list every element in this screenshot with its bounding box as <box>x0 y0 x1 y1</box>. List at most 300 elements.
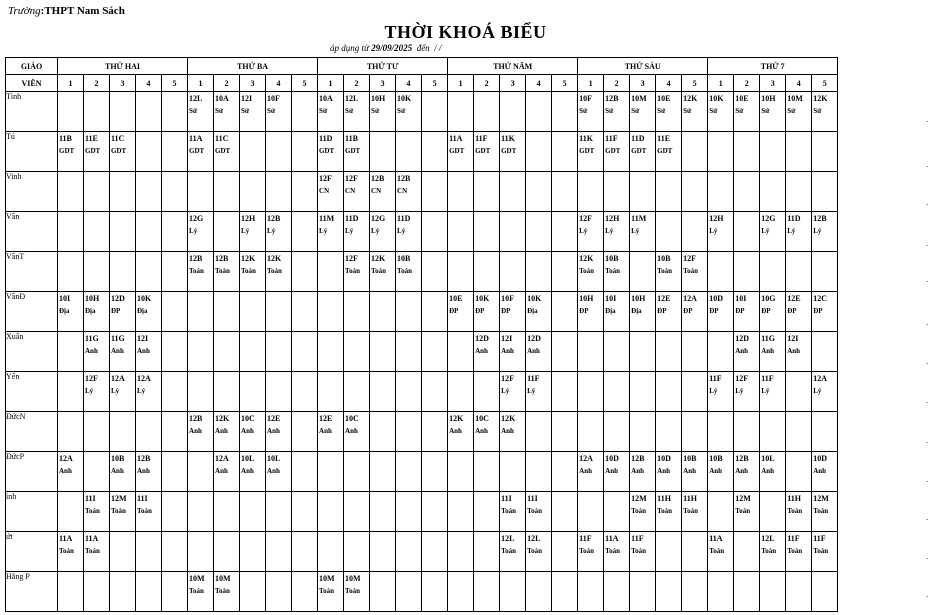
schedule-cell <box>136 332 162 372</box>
schedule-cell <box>656 572 682 612</box>
schedule-cell <box>604 412 630 452</box>
schedule-cell <box>344 92 370 132</box>
subject: Anh <box>215 427 228 435</box>
period-header: 2 <box>604 75 630 92</box>
period-header: 2 <box>344 75 370 92</box>
class-code: 12E <box>319 414 333 423</box>
schedule-cell <box>136 252 162 292</box>
subject: GDT <box>449 147 465 155</box>
schedule-cell <box>578 492 604 532</box>
subject: Anh <box>267 467 280 475</box>
schedule-cell <box>552 412 578 452</box>
margin-dot: . <box>926 357 928 366</box>
schedule-cell <box>812 292 838 332</box>
class-code: 10M <box>787 94 803 103</box>
schedule-cell <box>396 532 422 572</box>
schedule-cell <box>630 292 656 332</box>
schedule-cell <box>110 212 136 252</box>
schedule-cell <box>708 292 734 332</box>
schedule-cell <box>786 452 812 492</box>
class-code: 11K <box>501 134 515 143</box>
schedule-cell <box>578 572 604 612</box>
subject: Toán <box>85 507 100 515</box>
schedule-cell <box>656 292 682 332</box>
subject: Anh <box>761 467 775 475</box>
teacher-name: VânĐ <box>6 292 58 332</box>
schedule-cell <box>448 452 474 492</box>
schedule-cell <box>188 132 214 172</box>
period-header: 5 <box>812 75 838 92</box>
class-code: 12L <box>761 534 775 543</box>
class-code: 10B <box>657 254 671 263</box>
schedule-cell <box>58 292 84 332</box>
class-code: 10K <box>475 294 490 303</box>
class-code: 12K <box>501 414 516 423</box>
schedule-cell <box>682 212 708 252</box>
teacher-name: Tình <box>6 92 58 132</box>
schedule-cell <box>110 292 136 332</box>
class-code: 12K <box>241 254 256 263</box>
subject: Toán <box>631 507 647 515</box>
schedule-cell <box>734 492 760 532</box>
schedule-cell <box>344 532 370 572</box>
schedule-cell <box>630 572 656 612</box>
subject: Toán <box>501 507 517 515</box>
schedule-cell <box>240 172 266 212</box>
schedule-cell <box>318 292 344 332</box>
subject: Lý <box>709 227 718 235</box>
subject: Toán <box>137 507 152 515</box>
schedule-cell <box>760 532 786 572</box>
teacher-name: VânT <box>6 252 58 292</box>
subject: Sử <box>787 107 796 115</box>
schedule-cell <box>110 252 136 292</box>
schedule-cell <box>682 132 708 172</box>
schedule-cell <box>136 132 162 172</box>
subject: Anh <box>683 467 696 475</box>
schedule-cell <box>136 292 162 332</box>
schedule-cell <box>214 132 240 172</box>
schedule-cell <box>370 212 396 252</box>
margin-dot: . <box>926 396 928 405</box>
subject: Sử <box>683 107 692 115</box>
class-code: 12F <box>579 214 593 223</box>
schedule-cell <box>708 132 734 172</box>
teacher-row <box>6 292 838 332</box>
class-code: 10H <box>631 294 646 303</box>
subject: Lý <box>397 227 406 235</box>
subject: Toán <box>59 547 74 555</box>
schedule-cell <box>396 492 422 532</box>
class-code: 12F <box>683 254 697 263</box>
schedule-cell <box>682 292 708 332</box>
schedule-cell <box>500 212 526 252</box>
class-code: 10C <box>345 414 359 423</box>
schedule-cell <box>448 132 474 172</box>
class-code: 11C <box>215 134 229 143</box>
schedule-cell <box>734 412 760 452</box>
school-name: :THPT Nam Sách <box>40 5 125 17</box>
schedule-cell <box>812 572 838 612</box>
schedule-cell <box>682 452 708 492</box>
subject: Địa <box>527 307 538 315</box>
class-code: 10L <box>267 454 281 463</box>
day-header: THỨ HAI <box>58 58 188 75</box>
class-code: 12E <box>657 294 671 303</box>
period-header: 5 <box>292 75 318 92</box>
subject: GDT <box>85 147 101 155</box>
class-code: 10H <box>85 294 100 303</box>
schedule-cell <box>500 412 526 452</box>
teacher-row <box>6 492 838 532</box>
schedule-cell <box>500 452 526 492</box>
subject: Anh <box>709 467 723 475</box>
schedule-cell <box>266 452 292 492</box>
schedule-cell <box>162 132 188 172</box>
schedule-cell <box>214 172 240 212</box>
schedule-cell <box>110 452 136 492</box>
subject: Anh <box>761 347 775 355</box>
subject: Sử <box>813 107 822 115</box>
schedule-cell <box>682 172 708 212</box>
margin-dot: . <box>926 275 928 284</box>
schedule-cell <box>370 332 396 372</box>
schedule-cell <box>396 92 422 132</box>
day-header: THỨ NĂM <box>448 58 578 75</box>
class-code: 12H <box>709 214 724 223</box>
schedule-cell <box>786 132 812 172</box>
class-code: 11H <box>683 494 697 503</box>
schedule-cell <box>526 492 552 532</box>
schedule-cell <box>812 92 838 132</box>
schedule-cell <box>266 292 292 332</box>
schedule-cell <box>578 452 604 492</box>
class-code: 11I <box>137 494 148 503</box>
schedule-cell <box>604 132 630 172</box>
schedule-cell <box>760 132 786 172</box>
class-code: 11D <box>345 214 359 223</box>
subject: Toán <box>189 267 204 275</box>
schedule-cell <box>630 412 656 452</box>
schedule-cell <box>578 372 604 412</box>
subject: Sử <box>241 107 250 115</box>
schedule-cell <box>344 292 370 332</box>
period-header: 4 <box>526 75 552 92</box>
schedule-cell <box>370 92 396 132</box>
class-code: 12K <box>371 254 386 263</box>
schedule-cell <box>656 532 682 572</box>
schedule-cell <box>84 292 110 332</box>
schedule-cell <box>812 532 838 572</box>
period-header: 3 <box>240 75 266 92</box>
schedule-cell <box>240 372 266 412</box>
schedule-cell <box>734 372 760 412</box>
class-code: 12B <box>137 454 151 463</box>
timetable <box>5 57 838 612</box>
class-code: 11M <box>631 214 647 223</box>
schedule-cell <box>552 572 578 612</box>
schedule-cell <box>422 172 448 212</box>
schedule-cell <box>318 492 344 532</box>
subject: Sử <box>735 107 744 115</box>
subject: Lý <box>189 227 198 235</box>
day-header: THỨ SÁU <box>578 58 708 75</box>
schedule-cell <box>786 532 812 572</box>
class-code: 10I <box>735 294 747 303</box>
school-line <box>8 5 125 17</box>
subject: ĐP <box>475 307 485 315</box>
subject: Toán <box>709 547 725 555</box>
day-header: THỨ BA <box>188 58 318 75</box>
subject: Lý <box>267 227 276 235</box>
schedule-cell <box>500 292 526 332</box>
schedule-cell <box>58 532 84 572</box>
class-code: 10L <box>241 454 255 463</box>
schedule-cell <box>344 332 370 372</box>
schedule-cell <box>448 212 474 252</box>
class-code: 11E <box>657 134 671 143</box>
class-code: 11A <box>605 534 619 543</box>
subject: Địa <box>631 307 642 315</box>
class-code: 12I <box>241 94 253 103</box>
subject: Anh <box>137 347 150 355</box>
subject: Sử <box>579 107 588 115</box>
subject: GDT <box>59 147 75 155</box>
schedule-cell <box>422 492 448 532</box>
schedule-cell <box>474 252 500 292</box>
applied-label: áp dụng từ <box>330 43 369 53</box>
period-header: 4 <box>656 75 682 92</box>
class-code: 10M <box>189 574 205 583</box>
subject: Anh <box>787 347 801 355</box>
class-code: 10D <box>657 454 671 463</box>
schedule-cell <box>292 132 318 172</box>
subject: Anh <box>605 467 618 475</box>
class-code: 10I <box>59 294 71 303</box>
schedule-cell <box>474 572 500 612</box>
subject: Sử <box>371 107 380 115</box>
subject: CN <box>319 187 330 195</box>
subject: Sử <box>397 107 406 115</box>
class-code: 12F <box>85 374 98 383</box>
class-code: 11F <box>813 534 826 543</box>
class-code: 12F <box>501 374 514 383</box>
subject: Toán <box>813 507 829 515</box>
teacher-row <box>6 92 838 132</box>
class-code: 12L <box>189 94 203 103</box>
class-code: 11A <box>59 534 73 543</box>
schedule-cell <box>630 532 656 572</box>
subject: Sử <box>189 107 198 115</box>
schedule-cell <box>604 292 630 332</box>
subject: Sử <box>215 107 224 115</box>
subject: Sử <box>267 107 276 115</box>
schedule-cell <box>396 212 422 252</box>
schedule-cell <box>448 332 474 372</box>
schedule-cell <box>370 452 396 492</box>
schedule-cell <box>786 492 812 532</box>
schedule-cell <box>84 132 110 172</box>
class-code: 12M <box>111 494 127 503</box>
schedule-cell <box>786 172 812 212</box>
schedule-cell <box>682 92 708 132</box>
schedule-cell <box>526 332 552 372</box>
schedule-cell <box>84 452 110 492</box>
schedule-cell <box>682 532 708 572</box>
schedule-cell <box>448 412 474 452</box>
schedule-cell <box>578 132 604 172</box>
schedule-cell <box>58 92 84 132</box>
schedule-cell <box>214 412 240 452</box>
subject: Lý <box>761 227 770 235</box>
period-header: 1 <box>448 75 474 92</box>
schedule-cell <box>760 572 786 612</box>
schedule-cell <box>292 532 318 572</box>
schedule-cell <box>526 252 552 292</box>
schedule-cell <box>604 572 630 612</box>
schedule-cell <box>656 172 682 212</box>
schedule-cell <box>448 372 474 412</box>
subject: Anh <box>59 467 72 475</box>
subject: Sử <box>605 107 614 115</box>
schedule-cell <box>188 532 214 572</box>
subject: Toán <box>631 547 647 555</box>
schedule-cell <box>318 452 344 492</box>
class-code: 12E <box>787 294 801 303</box>
schedule-cell <box>344 132 370 172</box>
schedule-cell <box>240 92 266 132</box>
schedule-cell <box>708 532 734 572</box>
schedule-cell <box>656 332 682 372</box>
schedule-cell <box>500 532 526 572</box>
subject: Lý <box>85 387 94 395</box>
schedule-cell <box>110 372 136 412</box>
class-code: 12M <box>735 494 751 503</box>
schedule-cell <box>474 452 500 492</box>
subject: Anh <box>475 347 488 355</box>
schedule-cell <box>526 412 552 452</box>
class-code: 10M <box>215 574 231 583</box>
subject: Toán <box>371 267 386 275</box>
period-header: 3 <box>500 75 526 92</box>
class-code: 12K <box>813 94 828 103</box>
schedule-cell <box>708 332 734 372</box>
margin-dot: . <box>926 115 928 124</box>
schedule-cell <box>474 532 500 572</box>
subject: Toán <box>527 547 543 555</box>
class-code: 12A <box>683 294 697 303</box>
schedule-cell <box>656 452 682 492</box>
schedule-cell <box>266 372 292 412</box>
schedule-cell <box>84 92 110 132</box>
schedule-cell <box>682 572 708 612</box>
schedule-cell <box>58 332 84 372</box>
schedule-cell <box>812 212 838 252</box>
to-label: đến <box>416 43 430 53</box>
class-code: 12H <box>241 214 256 223</box>
schedule-cell <box>422 532 448 572</box>
schedule-cell <box>734 212 760 252</box>
schedule-cell <box>292 292 318 332</box>
subject: Lý <box>579 227 588 235</box>
subject: Lý <box>735 387 744 395</box>
subject: Lý <box>501 387 510 395</box>
schedule-cell <box>318 572 344 612</box>
schedule-cell <box>188 492 214 532</box>
subject: Anh <box>631 467 644 475</box>
schedule-cell <box>162 252 188 292</box>
schedule-cell <box>682 372 708 412</box>
class-code: 12K <box>683 94 698 103</box>
teacher-name: Tú <box>6 132 58 172</box>
schedule-cell <box>734 572 760 612</box>
schedule-cell <box>760 412 786 452</box>
schedule-cell <box>136 412 162 452</box>
schedule-cell <box>188 332 214 372</box>
period-header: 4 <box>266 75 292 92</box>
class-code: 12K <box>267 254 282 263</box>
subject: Toán <box>761 547 777 555</box>
class-code: 12F <box>345 174 358 183</box>
day-header: THỨ TƯ <box>318 58 448 75</box>
class-code: 12D <box>735 334 749 343</box>
class-code: 12A <box>59 454 73 463</box>
class-code: 11K <box>579 134 593 143</box>
margin-dot: . <box>926 475 928 484</box>
class-code: 12K <box>215 414 230 423</box>
subject: Sử <box>345 107 354 115</box>
schedule-cell <box>812 412 838 452</box>
class-code: 11F <box>579 534 592 543</box>
subject: Địa <box>137 307 148 315</box>
schedule-cell <box>162 412 188 452</box>
subject: Anh <box>189 427 202 435</box>
class-code: 12A <box>215 454 229 463</box>
subject: GDT <box>605 147 621 155</box>
class-code: 12I <box>137 334 149 343</box>
schedule-cell <box>578 332 604 372</box>
schedule-cell <box>786 92 812 132</box>
subject: ĐP <box>579 307 589 315</box>
class-code: 11F <box>527 374 540 383</box>
schedule-cell <box>266 252 292 292</box>
schedule-cell <box>188 172 214 212</box>
class-code: 11I <box>501 494 512 503</box>
schedule-cell <box>318 412 344 452</box>
teacher-row <box>6 252 838 292</box>
class-code: 11B <box>59 134 72 143</box>
schedule-cell <box>110 532 136 572</box>
schedule-cell <box>786 372 812 412</box>
subject: Toán <box>397 267 412 275</box>
schedule-cell <box>656 252 682 292</box>
schedule-cell <box>474 332 500 372</box>
schedule-cell <box>474 172 500 212</box>
teacher-row <box>6 452 838 492</box>
subject: Lý <box>605 227 614 235</box>
schedule-cell <box>344 572 370 612</box>
schedule-cell <box>500 92 526 132</box>
schedule-cell <box>292 452 318 492</box>
subject: Toán <box>735 507 751 515</box>
schedule-cell <box>630 172 656 212</box>
class-code: 10M <box>319 574 335 583</box>
class-code: 11H <box>787 494 801 503</box>
schedule-cell <box>396 572 422 612</box>
class-code: 12F <box>735 374 749 383</box>
schedule-cell <box>214 252 240 292</box>
schedule-cell <box>188 252 214 292</box>
